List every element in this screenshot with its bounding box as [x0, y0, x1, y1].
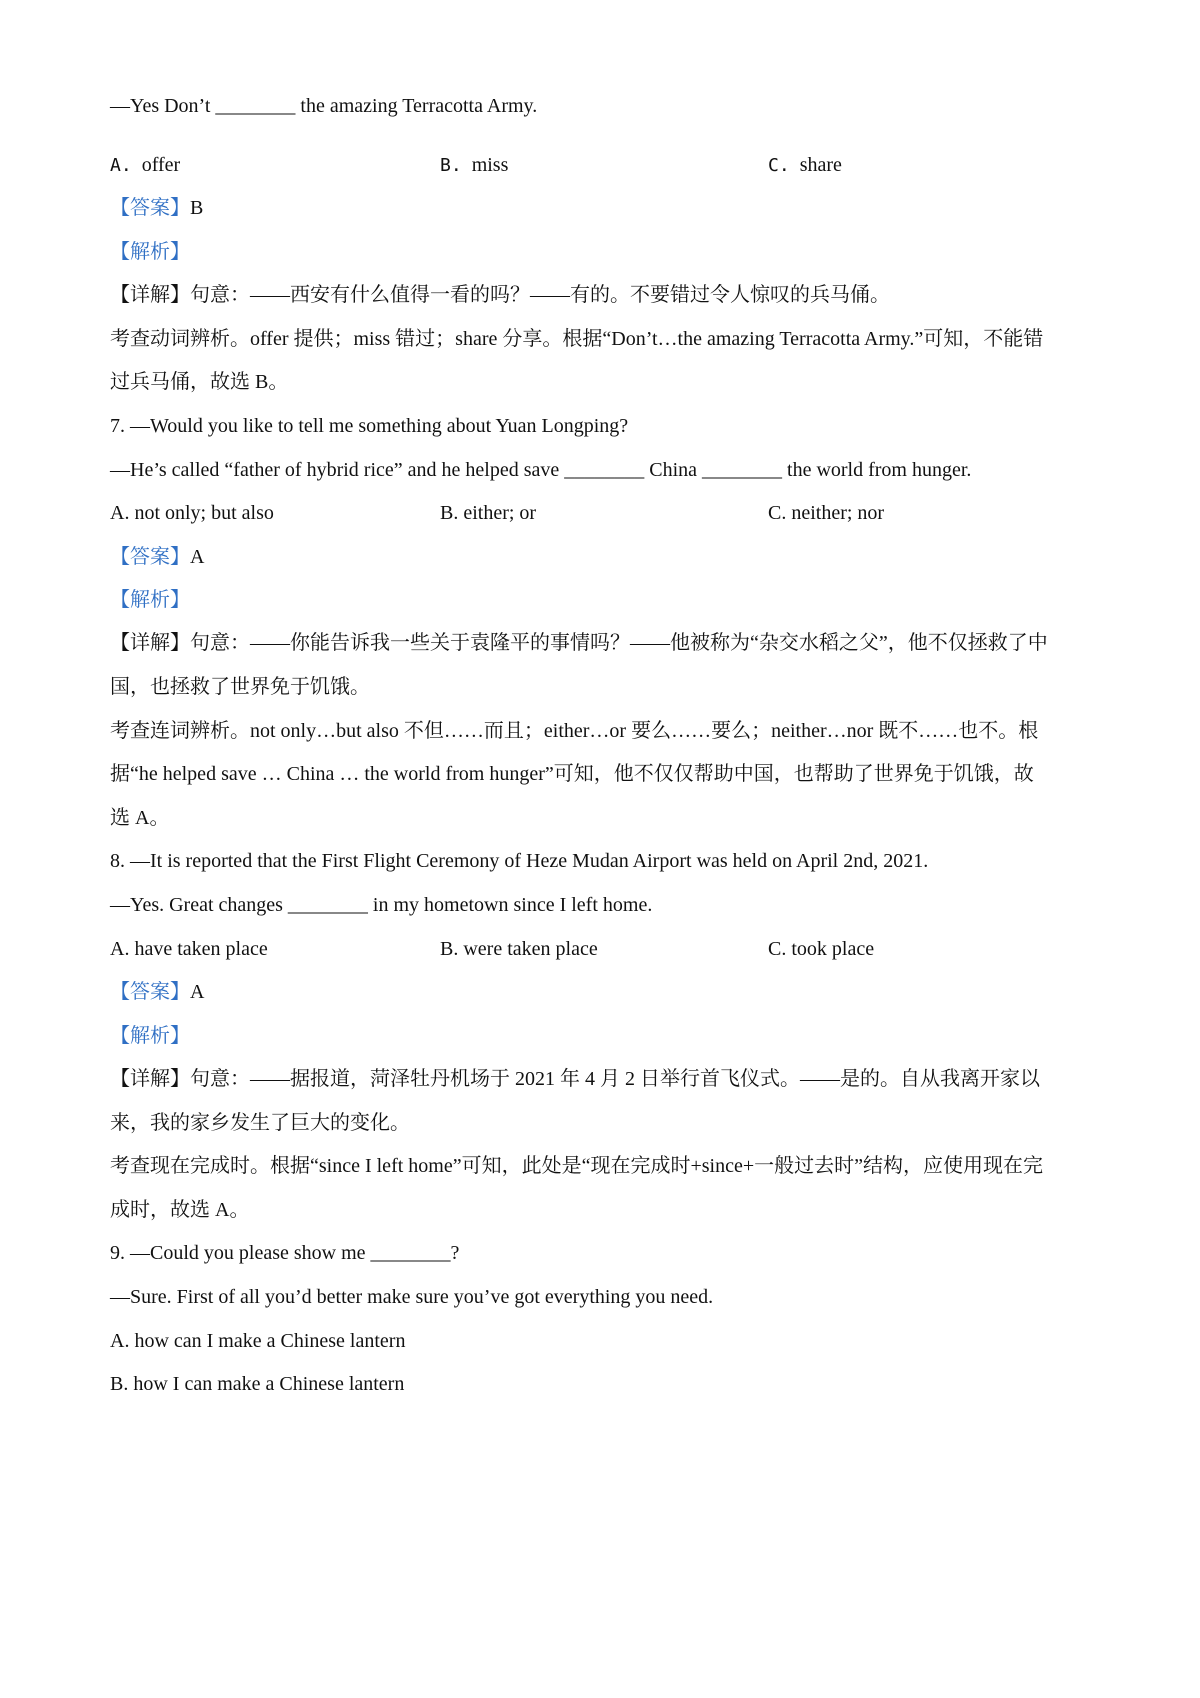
- q6-option-c: C. share: [768, 154, 842, 176]
- q8-option-c: C. took place: [768, 938, 875, 960]
- q6-detail-3: 过兵马俑，故选 B。: [110, 371, 289, 393]
- q9-option-b: B. how I can make a Chinese lantern: [110, 1373, 405, 1395]
- q8-detail-3: 考查现在完成时。根据“since I left home”可知，此处是“现在完成时+since+一般过去时”结构，应使用现在完: [110, 1155, 1043, 1177]
- q8-option-a: A. have taken place: [110, 938, 268, 960]
- q7-response-line: —He’s called “father of hybrid rice” and he helped save ________ China ________ the world from hunger.: [110, 459, 972, 481]
- q8-analysis-label: 【解析】: [110, 1025, 190, 1047]
- q8-response-line: —Yes. Great changes ________ in my hometown since I left home.: [110, 894, 653, 916]
- q7-options: [0, 499, 1200, 527]
- answer-value: B: [190, 197, 204, 219]
- q7-analysis-label: 【解析】: [110, 589, 190, 611]
- q7-option-b: B. either; or: [440, 502, 537, 524]
- q7-option-c: C. neither; nor: [768, 502, 885, 524]
- q9-response-line: —Sure. First of all you’d better make sure you’ve got everything you need.: [110, 1286, 714, 1308]
- q7-detail-3: 考查连词辨析。not only…but also 不但……而且；either…or 要么……要么；neither…nor 既不……也不。根: [110, 720, 1039, 742]
- q9-option-a: A. how can I make a Chinese lantern: [110, 1330, 406, 1352]
- q7-detail-4: 据“he helped save … China … the world from hunger”可知，他不仅仅帮助中国，也帮助了世界免于饥饿，故: [110, 763, 1034, 785]
- q6-options: [0, 151, 1200, 179]
- q6-detail-2: 考查动词辨析。offer 提供；miss 错过；share 分享。根据“Don’t…the amazing Terracotta Army.”可知，不能错: [110, 328, 1044, 350]
- q7-detail-5: 选 A。: [110, 807, 170, 829]
- q6-analysis-label: 【解析】: [110, 241, 190, 263]
- q8-answer: 【答案】A: [110, 981, 205, 1003]
- q8-detail-2: 来，我的家乡发生了巨大的变化。: [110, 1112, 410, 1134]
- q6-option-b: B. miss: [440, 154, 509, 176]
- q7-answer: 【答案】A: [110, 546, 205, 568]
- q7-question-line: 7. —Would you like to tell me something about Yuan Longping?: [110, 415, 629, 437]
- q6-response-line: —Yes Don’t ________ the amazing Terracotta Army.: [110, 95, 538, 117]
- q7-option-a: A. not only; but also: [110, 502, 274, 524]
- q8-question-line: 8. —It is reported that the First Flight Ceremony of Heze Mudan Airport was held on April 2nd, 2021.: [110, 850, 929, 872]
- q9-question-line: 9. —Could you please show me ________?: [110, 1242, 460, 1264]
- q7-detail-1: 【详解】句意：——你能告诉我一些关于袁隆平的事情吗？——他被称为“杂交水稻之父”，他不仅拯救了中: [110, 632, 1048, 654]
- q6-answer: [110, 194, 1100, 222]
- q6-detail-1: 【详解】句意：——西安有什么值得一看的吗？——有的。不要错过令人惊叹的兵马俑。: [110, 284, 890, 306]
- q6-option-a: A. offer: [110, 154, 181, 176]
- q8-detail-4: 成时，故选 A。: [110, 1199, 250, 1221]
- q8-option-b: B. were taken place: [440, 938, 598, 960]
- answer-label: 【答案】: [110, 197, 190, 219]
- q8-detail-1: 【详解】句意：——据报道，菏泽牡丹机场于 2021 年 4 月 2 日举行首飞仪式。——是的。自从我离开家以: [110, 1068, 1040, 1090]
- q8-options: [0, 935, 1200, 963]
- q7-detail-2: 国，也拯救了世界免于饥饿。: [110, 676, 370, 698]
